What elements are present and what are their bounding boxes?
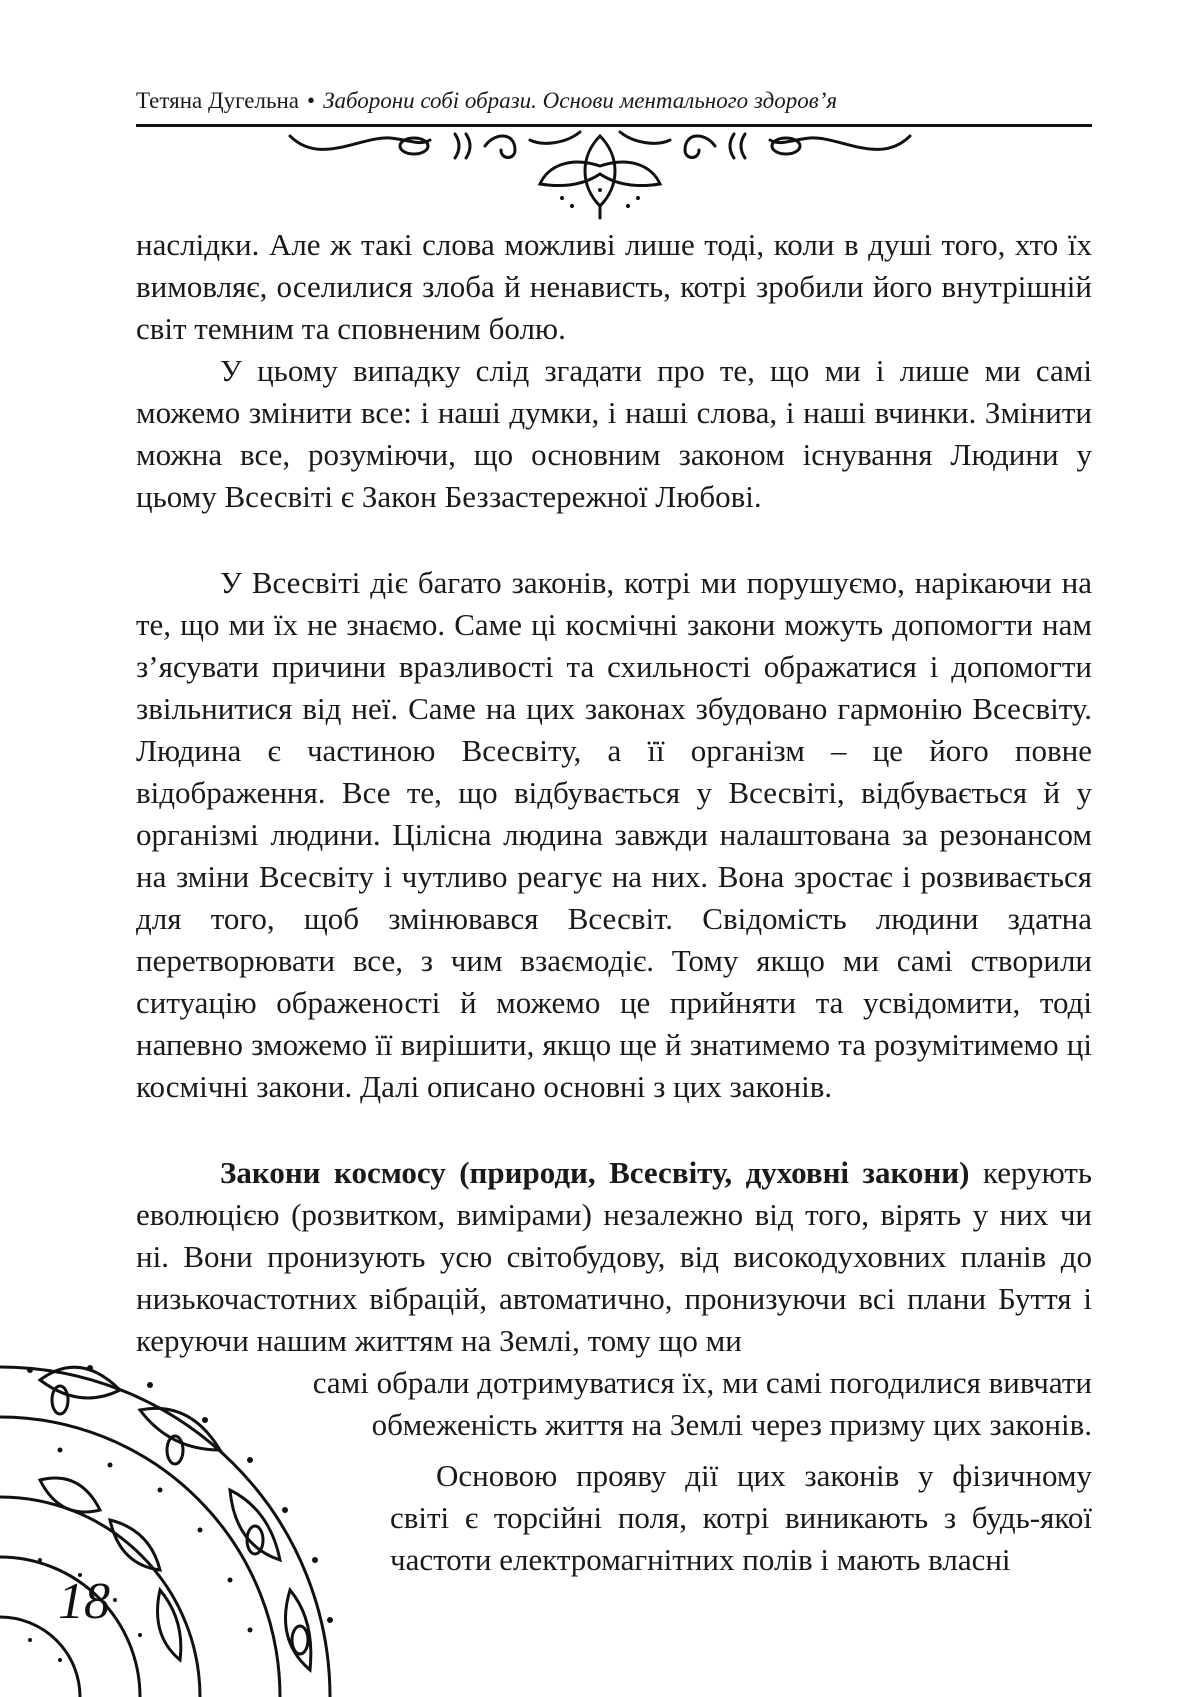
running-header bbox=[136, 86, 1092, 116]
paragraph-5: Основою прояву дії цих законів у фізичному світі є торсійні поля, котрі виникають з будь-якої частоти електромагнітних полів і мають власні bbox=[390, 1458, 1092, 1577]
paragraph-3: У Всесвіті діє багато законів, котрі ми порушуємо, нарікаючи на те, що ми їх не знаємо. Саме ці космічні закони можуть допомогти нам з’ясувати причини вразливості та схильності ображатися і допомогти звільнитися від неї. Саме на цих законах збудовано гармонію Всесвіту. Людина є частиною Всесвіту, а її організм – це його повне відображення. Все те, що відбувається у Всесвіті, відбувається й у організмі людини. Цілісна людина завжди налаштована за резонансом на зміни Всесвіту і чутливо реагує на них. Вона зростає і розвивається для того, щоб змінювався Всесвіт. Свідомість людини здатна перетворювати все, з чим взаємодіє. Тому якщо ми самі створили ситуацію ображеності й можемо це прийняти та усвідомити, тоді напевно зможемо її вирішити, якщо ще й знатимемо та розумітимемо ці космічні закони. Далі описано основні з цих законів. bbox=[136, 565, 1092, 1104]
header-separator: • bbox=[307, 88, 316, 113]
paragraph-2: У цьому випадку слід згадати про те, що ми і лише ми самі можемо змінити все: і наші думки, і наші слова, і наші вчинки. Змінити можна все, розуміючи, що основним законом існування Людини у цьому Всесвіті є Закон Беззастережної Любові. bbox=[136, 353, 1092, 514]
paragraph-4-bold: Закони космосу (природи, Всесвіту, духовні закони) bbox=[220, 1155, 970, 1190]
header-book-title: Заборони собі образи. Основи ментального здоров’я bbox=[323, 88, 838, 113]
header-ornament-icon bbox=[280, 126, 920, 222]
paragraph-4-line-3: обмеженість життя на Землі через призму цих законів. bbox=[371, 1407, 1092, 1442]
paragraph-4-line-2: самі обрали дотримуватися їх, ми самі погодилися вивчати bbox=[312, 1365, 1092, 1400]
body-text-lower bbox=[390, 1455, 1092, 1581]
paragraph-4 bbox=[136, 1152, 1092, 1362]
header-author: Тетяна Дугельна bbox=[136, 88, 299, 113]
mandala-ornament-icon bbox=[0, 1340, 380, 1697]
body-text bbox=[136, 224, 1092, 1446]
paragraph-4-rest: керують еволюцією (розвитком, вимірами) незалежно від того, вірять у них чи ні. Вони пронизують усю світобудову, від високодуховних планів до низькочастотних вібрацій, автоматично, пронизуючи всі плани Буття і керуючи нашим життям на Землі, тому що ми bbox=[136, 1155, 1093, 1358]
paragraph-1: наслідки. Але ж такі слова можливі лише тоді, коли в душі того, хто їх вимовляє, оселилися злоба й ненависть, котрі зробили його внутрішній світ темним та сповненим болю. bbox=[136, 227, 1092, 346]
page-number: 18 bbox=[58, 1573, 110, 1630]
